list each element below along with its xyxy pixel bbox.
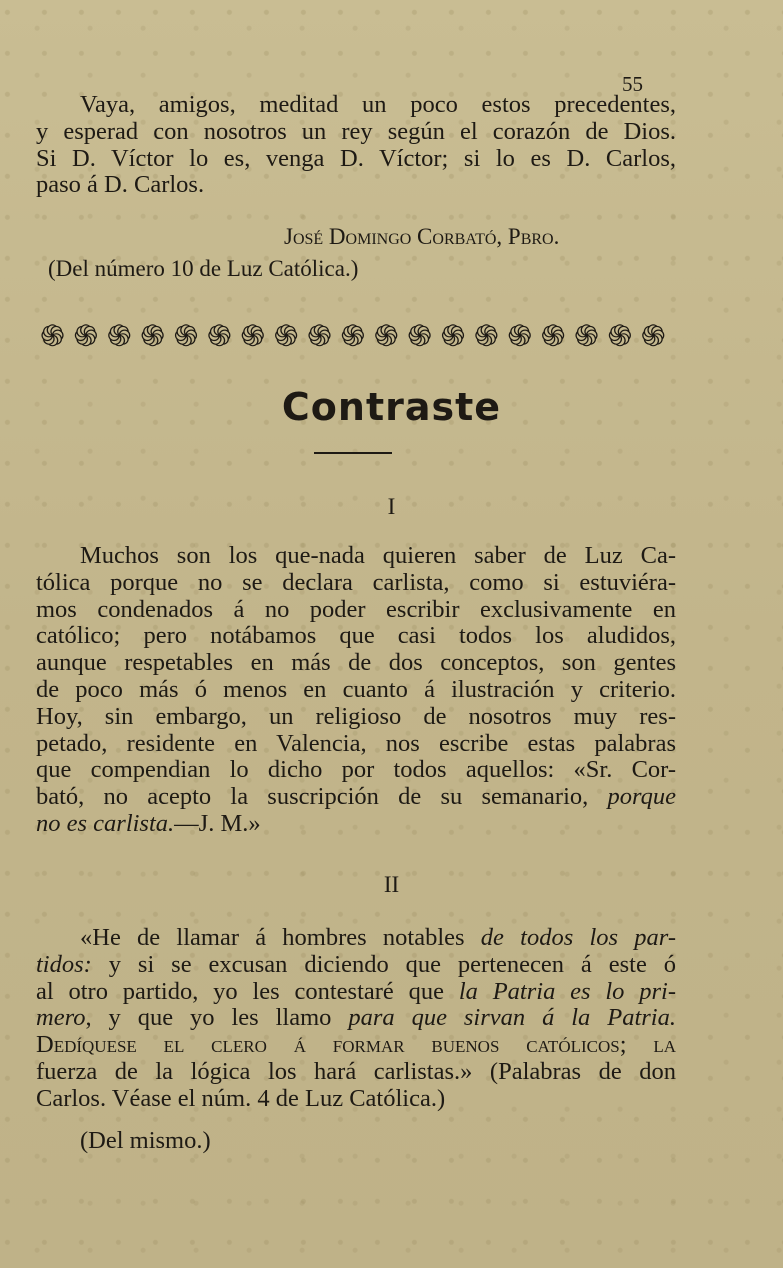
- ornament-icon: ֍: [407, 319, 432, 354]
- ornament-icon: ֍: [574, 319, 599, 354]
- ornament-icon: ֍: [640, 319, 666, 354]
- text-line: tidos: y si se excusan diciendo que pertenecen á este ó: [36, 950, 676, 978]
- text-line: tólica porque no se declara carlista, como si estuviéra-: [36, 568, 676, 596]
- italic-text: no es carlista.: [36, 809, 175, 837]
- page-number: 55: [622, 72, 643, 96]
- text-line: Muchos son los que-nada quieren saber de Luz Ca-: [80, 542, 676, 569]
- ornament-icon: ֍: [340, 319, 366, 354]
- ornament-row: [36, 314, 670, 355]
- ornament-icon: ֍: [240, 319, 265, 354]
- text-line: paso á D. Carlos.: [36, 171, 205, 199]
- text-line: y esperad con nosotros un rey según el corazón de Dios.: [36, 117, 676, 145]
- ornament-icon: ֍: [207, 319, 232, 354]
- text-line: Dedíquese el clero á formar buenos católicos; la: [36, 1031, 676, 1059]
- ornament-icon: ֍: [507, 319, 532, 354]
- text-line: Carlos. Véase el núm. 4 de Luz Católica.): [36, 1084, 446, 1112]
- ornament-icon: ֍: [307, 319, 332, 354]
- italic-text: la Patria es lo pri-: [458, 977, 677, 1005]
- text-line: de poco más ó menos en cuanto á ilustración y criterio.: [36, 675, 676, 703]
- italic-text: porque: [607, 783, 676, 811]
- text-line: Hoy, sin embargo, un religioso de nosotros muy res-: [36, 702, 676, 730]
- italic-text: para que sirvan á la Patria.: [348, 1004, 676, 1032]
- ornament-icon: ֍: [373, 319, 399, 354]
- ornament-icon: ֍: [540, 319, 566, 354]
- section-1-paragraph: [36, 543, 676, 838]
- text-line: Vaya, amigos, meditad un poco estos precedentes,: [80, 91, 676, 118]
- source-note: (Del número 10 de Luz Católica.): [48, 256, 359, 281]
- text-line: no es carlista.—J. M.»: [36, 809, 261, 837]
- italic-text: de todos los par-: [480, 924, 676, 951]
- ornament-icon: ֍: [73, 319, 99, 354]
- section-numeral: II: [383, 872, 400, 897]
- text-line: Si D. Víctor lo es, venga D. Víctor; si lo es D. Carlos,: [36, 144, 676, 172]
- signature: José Domingo Corbató, Pbro.: [284, 224, 560, 249]
- text-line: mero, y que yo les llamo para que sirvan á la Patria.: [36, 1004, 676, 1032]
- ornament-icon: ֍: [173, 319, 199, 354]
- title-divider: [314, 452, 392, 454]
- ornament-icon: ֍: [440, 319, 466, 354]
- ornament-icon: ֍: [607, 319, 633, 354]
- article-title: Contraste: [281, 385, 502, 429]
- text-line: petado, residente en Valencia, nos escribe estas palabras: [36, 729, 676, 757]
- ornament-icon: ֍: [140, 319, 165, 354]
- text-line: aunque respetables en más de dos conceptos, son gentes: [36, 649, 676, 677]
- italic-text: mero: [36, 1004, 86, 1032]
- ornament-icon: ֍: [40, 319, 65, 354]
- section-numeral: I: [387, 494, 396, 519]
- section-2-paragraph: [36, 925, 676, 1113]
- intro-paragraph: [36, 92, 676, 199]
- ornament-icon: ֍: [273, 319, 299, 354]
- text-line: fuerza de la lógica los hará carlistas.» (Palabras de don: [36, 1057, 676, 1085]
- ornament-icon: ֍: [106, 319, 132, 354]
- text-line: al otro partido, yo les contestaré que la Patria es lo pri-: [36, 977, 677, 1005]
- italic-text: tidos:: [36, 950, 92, 978]
- ornament-icon: ֍: [474, 319, 499, 354]
- closing-note: (Del mismo.): [80, 1127, 211, 1154]
- text-line: «He de llamar á hombres notables de todos los par-: [80, 924, 676, 951]
- text-line: que compendian lo dicho por todos aquellos: «Sr. Cor-: [36, 756, 676, 784]
- text-line: bató, no acepto la suscripción de su semanario, porque: [36, 783, 676, 811]
- text-line: mos condenados á no poder escribir exclusivamente en: [36, 595, 676, 623]
- text-line: católico; pero notábamos que casi todos los aludidos,: [36, 622, 676, 650]
